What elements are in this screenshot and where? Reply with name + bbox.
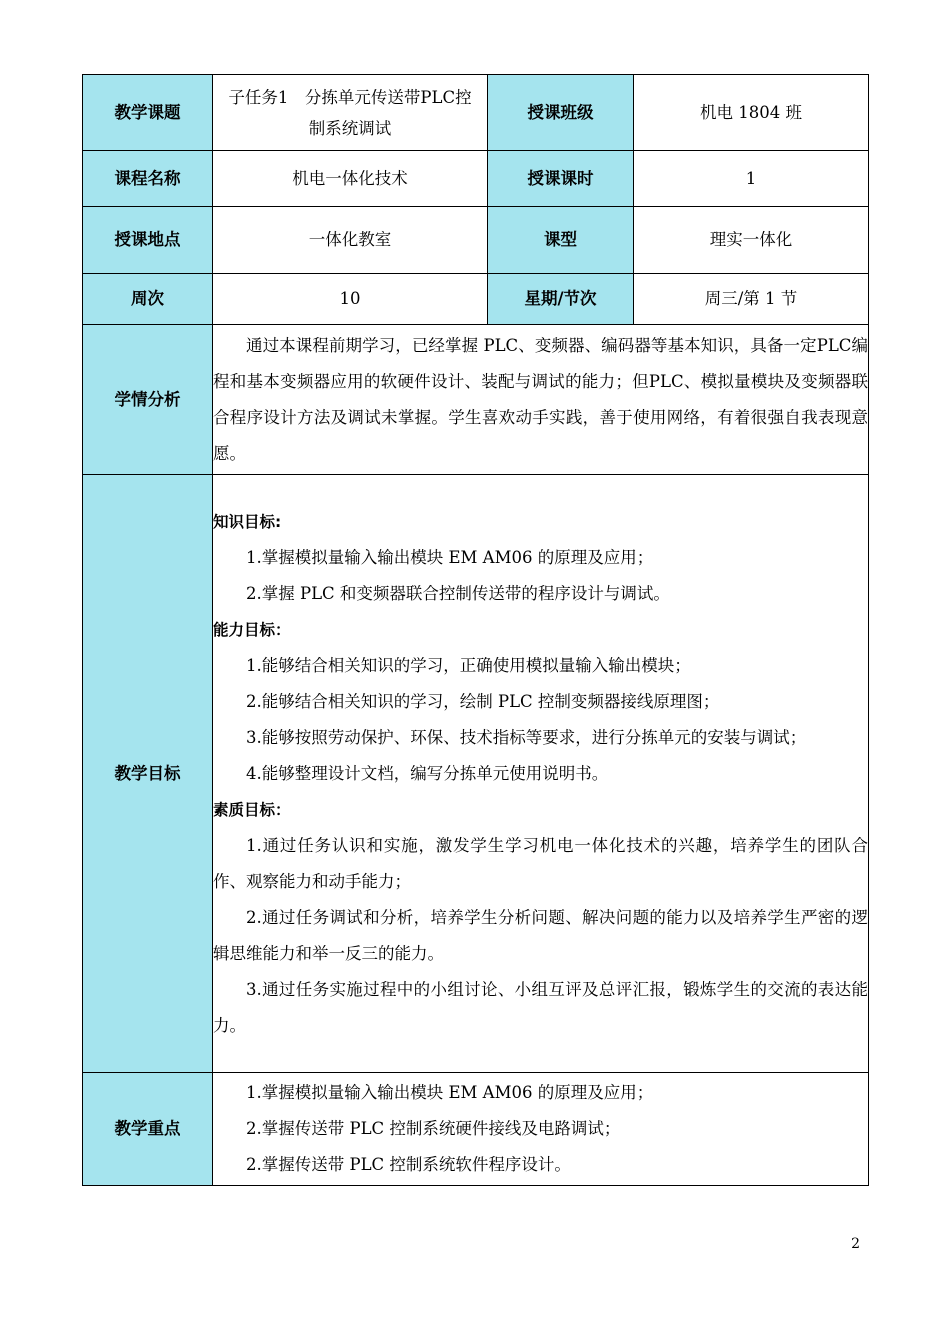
value-topic: 子任务1 分拣单元传送带PLC控制系统调试 [213,75,488,151]
row-course [83,151,869,207]
lesson-plan-table [82,74,869,1186]
knowledge-item: 1.掌握模拟量输入输出模块 EM AM06 的原理及应用； [246,547,654,567]
value-class: 机电 1804 班 [634,75,869,151]
label-day-period: 星期/节次 [488,274,634,325]
value-hours: 1 [634,151,869,207]
row-topic [83,75,869,151]
key-point-item: 2.掌握传送带 PLC 控制系统软件程序设计。 [246,1155,571,1174]
label-class: 授课班级 [488,75,634,151]
ability-item: 1.能够结合相关知识的学习，正确使用模拟量输入输出模块； [246,655,691,675]
ability-item: 2.能够结合相关知识的学习，绘制 PLC 控制变频器接线原理图； [246,691,720,711]
row-key-points [83,1073,869,1186]
value-week: 10 [213,274,488,325]
value-day-period: 周三/第 1 节 [634,274,869,325]
quality-title: 素质目标： [213,800,291,819]
label-hours: 授课课时 [488,151,634,207]
label-key-points: 教学重点 [83,1073,213,1186]
quality-item: 3.通过任务实施过程中的小组讨论、小组互评及总评汇报，锻炼学生的交流的表达能力。 [213,979,868,1035]
key-point-item: 1.掌握模拟量输入输出模块 EM AM06 的原理及应用； [246,1083,654,1102]
row-week [83,274,869,325]
ability-item: 3.能够按照劳动保护、环保、技术指标等要求，进行分拣单元的安装与调试； [246,727,807,747]
row-analysis [83,325,869,475]
value-type: 理实一体化 [634,207,869,274]
row-location [83,207,869,274]
row-objectives [83,475,869,1073]
ability-title: 能力目标： [213,620,291,639]
label-topic: 教学课题 [83,75,213,151]
key-point-item: 2.掌握传送带 PLC 控制系统硬件接线及电路调试； [246,1119,621,1138]
label-objectives: 教学目标 [83,475,213,1073]
value-location: 一体化教室 [213,207,488,274]
knowledge-item: 2.掌握 PLC 和变频器联合控制传送带的程序设计与调试。 [246,583,670,603]
value-course: 机电一体化技术 [213,151,488,207]
quality-item: 1.通过任务认识和实施，激发学生学习机电一体化技术的兴趣，培养学生的团队合作、观察能力和动手能力； [213,835,868,891]
label-location: 授课地点 [83,207,213,274]
label-course: 课程名称 [83,151,213,207]
ability-item: 4.能够整理设计文档，编写分拣单元使用说明书。 [246,763,609,783]
label-type: 课型 [488,207,634,274]
quality-item: 2.通过任务调试和分析，培养学生分析问题、解决问题的能力以及培养学生严密的逻辑思维能力和举一反三的能力。 [213,907,868,963]
label-analysis: 学情分析 [83,325,213,475]
knowledge-title: 知识目标: [213,512,282,531]
label-week: 周次 [83,274,213,325]
analysis-text: 通过本课程前期学习，已经掌握 PLC、变频器、编码器等基本知识，具备一定PLC编程和基本变频器应用的软硬件设计、装配与调试的能力；但PLC、模拟量模块及变频器联合程序设计方法及调试未掌握。学生喜欢动手实践，善于使用网络，有着很强自我表现意愿。 [213,335,868,463]
page-number: 2 [851,1236,860,1252]
